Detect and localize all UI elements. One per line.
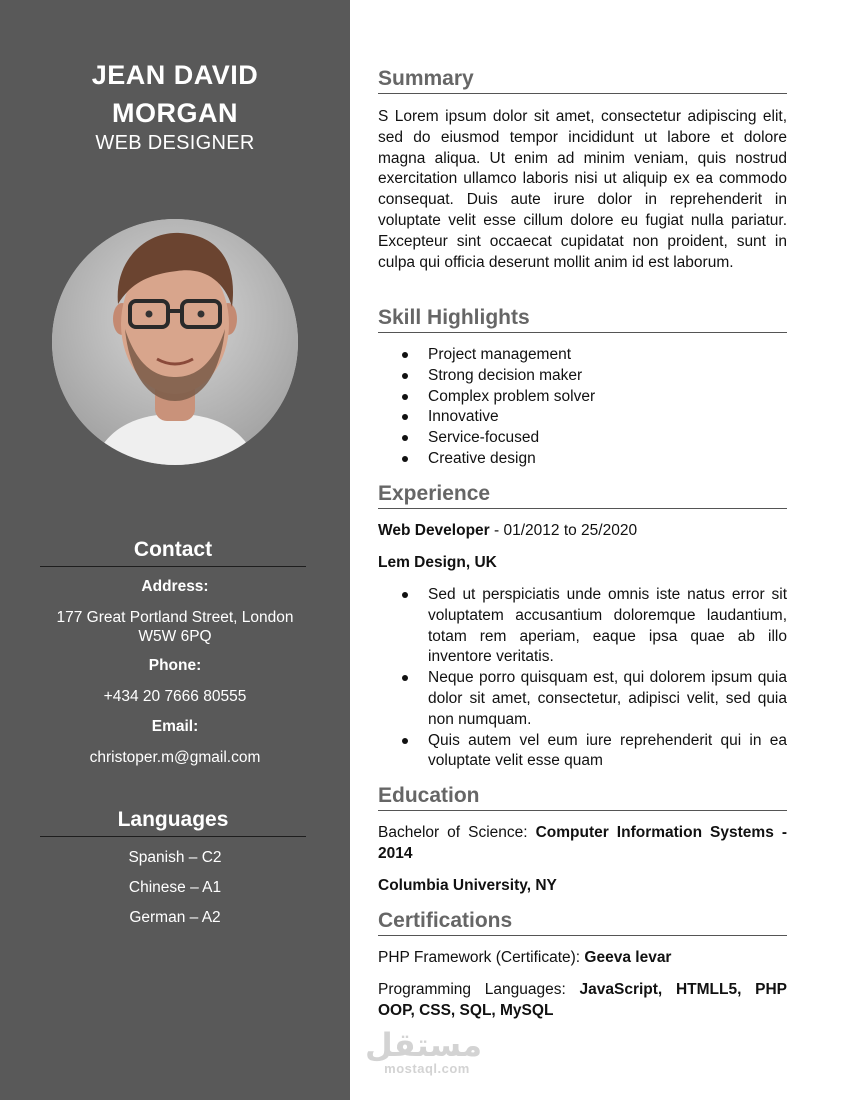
skills-heading: Skill Highlights <box>378 305 787 333</box>
experience-bullet: Sed ut perspiciatis unde omnis iste natus error sit voluptatem accusantium doloremque laudantium, totam rem aperiam, eaque ipsa quae ab illo inventore veritatis. <box>378 585 787 668</box>
phone-value: +434 20 7666 80555 <box>103 688 247 705</box>
watermark-arabic: مستقل <box>364 1026 482 1064</box>
experience-bullet: Quis autem vel eum iure reprehenderit qui in ea voluptate velit esse quam <box>378 731 787 773</box>
degree-value: Computer Information Systems - 2014 <box>378 824 787 862</box>
experience-bullet: Neque porro quisquam est, qui dolorem ipsum quia dolor sit amet, consectetur, adipisci velit, sed quia non numquam. <box>378 668 787 730</box>
skill-item: Innovative <box>378 407 787 428</box>
profile-photo <box>52 219 298 465</box>
skills-list <box>378 345 787 470</box>
cert2-value: JavaScript, HTMLL5, PHP OOP, CSS, SQL, MySQL <box>378 981 787 1019</box>
education-heading: Education <box>378 783 787 811</box>
language-item: Spanish – C2 <box>128 849 222 866</box>
company-name: Lem Design, UK <box>378 554 497 571</box>
contact-heading: Contact <box>40 538 306 567</box>
cert-line-1 <box>378 948 787 969</box>
skill-item: Complex problem solver <box>378 387 787 408</box>
watermark <box>364 1026 482 1076</box>
degree-prefix: Bachelor of Science: <box>378 824 536 841</box>
languages-heading: Languages <box>40 808 306 837</box>
watermark-latin: mostaql.com <box>384 1061 470 1076</box>
experience-bullets <box>378 585 787 772</box>
sidebar <box>0 0 350 1100</box>
certifications-heading: Certifications <box>378 908 787 936</box>
email-value: christoper.m@gmail.com <box>89 749 261 766</box>
address-label: Address: <box>141 578 209 595</box>
school-name: Columbia University, NY <box>378 877 557 894</box>
skill-item: Creative design <box>378 449 787 470</box>
language-item: German – A2 <box>129 909 221 926</box>
job-line <box>378 521 787 542</box>
cert1-prefix: PHP Framework (Certificate): <box>378 949 585 966</box>
skill-item: Service-focused <box>378 428 787 449</box>
cert1-value: Geeva levar <box>584 949 672 966</box>
school-line <box>378 876 787 897</box>
language-item: Chinese – A1 <box>128 879 222 896</box>
skill-item: Project management <box>378 345 787 366</box>
company-line <box>378 553 787 574</box>
cert-line-2 <box>378 980 787 1022</box>
job-title-text: Web Developer <box>378 522 490 539</box>
experience-heading: Experience <box>378 481 787 509</box>
address-line-2: W5W 6PQ <box>138 628 212 645</box>
summary-text: S Lorem ipsum dolor sit amet, consectetur adipiscing elit, sed do eiusmod tempor incididunt ut labore et dolore magna aliqua. Ut enim ad minim veniam, quis nostrud exercitation ullamco laboris nisi ut aliquip ex ea commodo consequat. Duis aute irure dolor in reprehenderit in voluptate velit esse cillum dolore eu fugiat nulla pariatur. Excepteur sint occaecat cupidatat non proident, sunt in culpa qui officia deserunt mollit anim id est laborum. <box>378 108 787 271</box>
job-title: WEB DESIGNER <box>95 132 255 154</box>
person-photo-icon <box>52 219 298 465</box>
cert2-prefix: Programming Languages: <box>378 981 580 998</box>
main-content <box>378 0 787 1100</box>
address-line-1: 177 Great Portland Street, London <box>56 609 294 626</box>
name-line-2: MORGAN <box>112 98 238 128</box>
email-label: Email: <box>151 718 199 735</box>
degree-line <box>378 823 787 865</box>
skill-item: Strong decision maker <box>378 366 787 387</box>
summary-heading: Summary <box>378 66 787 94</box>
phone-label: Phone: <box>148 657 202 674</box>
name-line-1: JEAN DAVID <box>91 60 259 90</box>
job-dates: - 01/2012 to 25/2020 <box>489 522 638 539</box>
